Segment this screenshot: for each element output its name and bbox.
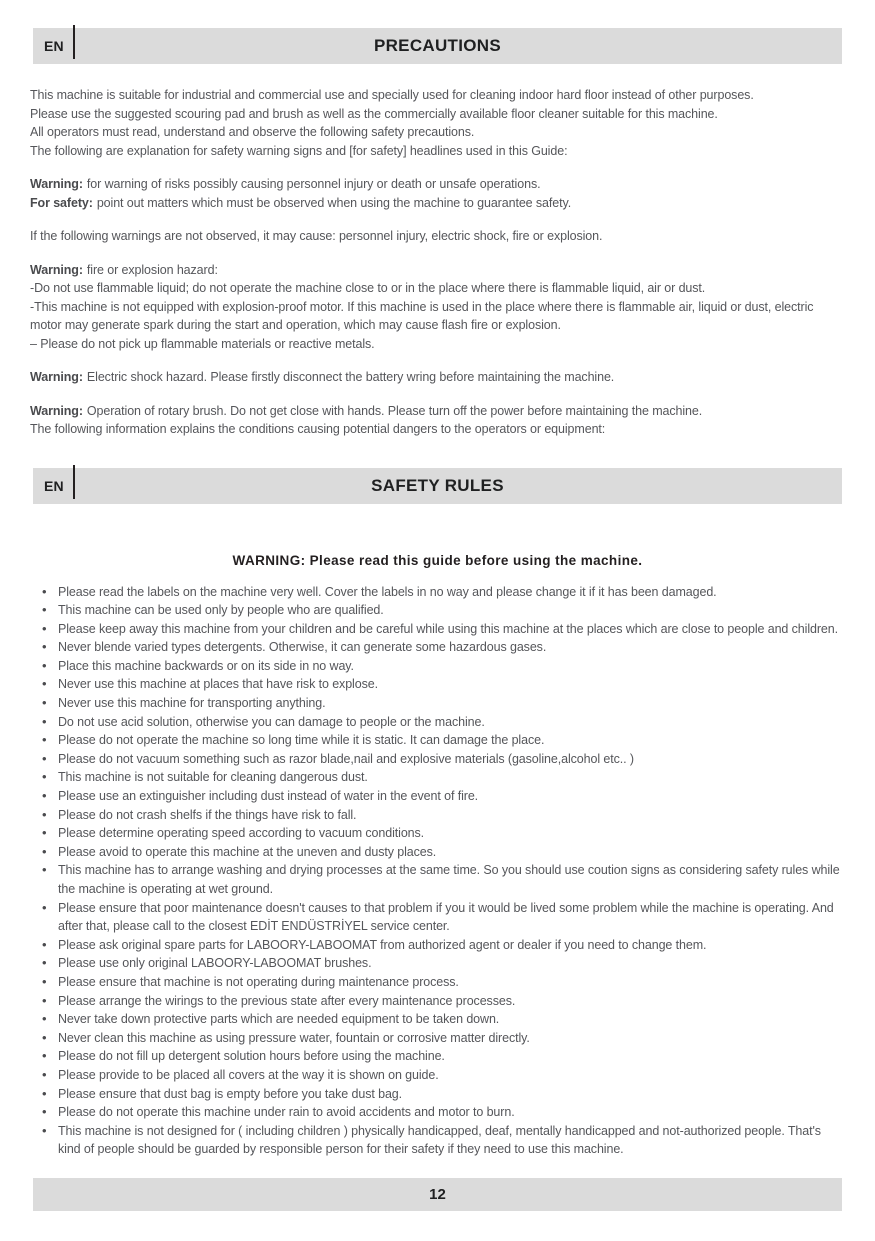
- safety-rule-item: • Please provide to be placed all covers at the way it is shown on guide.: [30, 1066, 840, 1085]
- brush-warning-following-line: The following information explains the conditions causing potential dangers to the operators or equipment:: [30, 422, 606, 436]
- safety-rule-item: • Please use only original LABOORY-LABOOMAT brushes.: [30, 954, 840, 973]
- safety-warning-heading: WARNING: Please read this guide before using the machine.: [232, 552, 643, 568]
- safety-rule-item: • Please arrange the wirings to the previous state after every maintenance processes.: [30, 992, 840, 1011]
- safety-rule-item: • Never use this machine at places that have risk to explose.: [30, 675, 840, 694]
- safety-rule-item: • This machine has to arrange washing and drying processes at the same time. So you should use coution signs as considering safety rules while the machine is operating at wet ground.: [30, 861, 840, 898]
- warning-definition-text: for warning of risks possibly causing personnel injury or death or unsafe operations.: [86, 177, 541, 191]
- safety-rule-item: • Do not use acid solution, otherwise you can damage to people or the machine.: [30, 713, 840, 732]
- warning-label: Warning:: [30, 403, 83, 418]
- for-safety-definition-text: point out matters which must be observed when using the machine to guarantee safety.: [96, 195, 572, 210]
- warning-label: Warning:: [30, 370, 83, 384]
- page-number: 12: [429, 1186, 446, 1203]
- safety-rule-item: • Please avoid to operate this machine at the uneven and dusty places.: [30, 843, 840, 862]
- precautions-section: [30, 86, 840, 439]
- shock-warning-text: Electric shock hazard. Please firstly disconnect the battery wring before maintaining the machine.: [86, 370, 615, 384]
- warning-definition: [30, 175, 840, 194]
- safety-rules-list: [30, 583, 840, 1159]
- safety-rule-item: • Please use an extinguisher including dust instead of water in the event of fire.: [30, 787, 840, 806]
- fire-warning-text: fire or explosion hazard:: [86, 262, 218, 277]
- safety-rule-item: • This machine is not designed for ( including children ) physically handicapped, deaf, mentally handicapped and not-authorized people. That's kind of people should be guarded by responsible person for their safety if they need to use this machine.: [30, 1122, 840, 1159]
- for-safety-definition: [30, 194, 840, 213]
- brush-warning-text: Operation of rotary brush. Do not get close with hands. Please turn off the power before maintaining the machine.: [86, 403, 703, 418]
- safety-rule-item: • This machine is not suitable for cleaning dangerous dust.: [30, 768, 840, 787]
- safety-rule-item: • Please read the labels on the machine very well. Cover the labels in no way and please change it if it has been damaged.: [30, 583, 840, 602]
- brush-warning-paragraph: [30, 402, 840, 439]
- shock-warning-paragraph: [30, 368, 840, 387]
- fire-warning-line: -Do not use flammable liquid; do not operate the machine close to or in the place where there is flammable liquid, air or dust.: [30, 281, 706, 295]
- safety-rule-item: • Never clean this machine as using pressure water, fountain or corrosive matter directly.: [30, 1029, 840, 1048]
- language-tag: EN: [44, 38, 64, 54]
- footer-bar: [33, 1178, 842, 1211]
- safety-rule-item: • Place this machine backwards or on its side in no way.: [30, 657, 840, 676]
- safety-rules-header-bar: [33, 468, 842, 504]
- safety-rules-title: SAFETY RULES: [371, 475, 504, 495]
- safety-rule-item: • Please ensure that machine is not operating during maintenance process.: [30, 973, 840, 992]
- definitions-paragraph: [30, 175, 840, 212]
- intro-line: The following are explanation for safety warning signs and [for safety] headlines used in this Guide:: [30, 143, 568, 158]
- safety-rule-item: • Please do not crash shelfs if the things have risk to fall.: [30, 806, 840, 825]
- intro-line: This machine is suitable for industrial and commercial use and specially used for cleaning indoor hard floor instead of other purposes.: [30, 88, 754, 102]
- warning-label: Warning:: [30, 177, 83, 191]
- fire-warning-heading: [30, 261, 840, 280]
- warning-label: Warning:: [30, 262, 83, 277]
- consequence-line: If the following warnings are not observed, it may cause: personnel injury, electric shock, fire or explosion.: [30, 229, 603, 243]
- safety-rule-item: • Please determine operating speed according to vacuum conditions.: [30, 824, 840, 843]
- safety-rule-item: • Please ask original spare parts for LABOORY-LABOOMAT from authorized agent or dealer if you need to change them.: [30, 936, 840, 955]
- safety-rule-item: • Please keep away this machine from your children and be careful while using this machine at the places which are close to people and children.: [30, 620, 840, 639]
- fire-warning-line: – Please do not pick up flammable materials or reactive metals.: [30, 336, 375, 351]
- safety-rule-item: • This machine can be used only by people who are qualified.: [30, 601, 840, 620]
- language-tag: EN: [44, 477, 64, 494]
- safety-rule-item: • Please ensure that poor maintenance doesn't causes to that problem if you it would be lived some problem while the machine is operating. And after that, please call to the closest EDİT ENDÜSTRİYEL service center.: [30, 899, 840, 936]
- brush-warning-line: [30, 402, 840, 421]
- safety-rule-item: • Please do not vacuum something such as razor blade,nail and explosive materials (gasoline,alcohol etc.. ): [30, 750, 840, 769]
- shock-warning-line: [30, 368, 840, 387]
- fire-warning-paragraph: [30, 261, 840, 354]
- safety-rule-item: • Please do not fill up detergent solution hours before using the machine.: [30, 1047, 840, 1066]
- intro-line: All operators must read, understand and observe the following safety precautions.: [30, 125, 475, 139]
- safety-rules-section: [0, 553, 875, 1159]
- fire-warning-line: -This machine is not equipped with explosion-proof motor. If this machine is used in the place where there is flammable air, liquid or dust, electric motor may generate spark during the start and operation, which may cause flash fire or explosion.: [30, 299, 814, 332]
- safety-rule-item: • Never blende varied types detergents. Otherwise, it can generate some hazardous gases.: [30, 638, 840, 657]
- safety-rule-item: • Please do not operate the machine so long time while it is static. It can damage the place.: [30, 731, 840, 750]
- safety-rule-item: • Never take down protective parts which are needed equipment to be taken down.: [30, 1010, 840, 1029]
- precautions-title: PRECAUTIONS: [373, 36, 502, 55]
- safety-rule-item: • Never use this machine for transporting anything.: [30, 694, 840, 713]
- intro-line: Please use the suggested scouring pad and brush as well as the commercially available floor cleaner suitable for this machine.: [30, 106, 718, 121]
- consequence-paragraph: [30, 227, 840, 246]
- safety-rule-item: • Please do not operate this machine under rain to avoid accidents and motor to burn.: [30, 1103, 840, 1122]
- for-safety-label: For safety:: [30, 195, 93, 210]
- precautions-header-bar: [33, 28, 842, 64]
- intro-paragraph: [30, 86, 840, 160]
- safety-rule-item: • Please ensure that dust bag is empty before you take dust bag.: [30, 1085, 840, 1104]
